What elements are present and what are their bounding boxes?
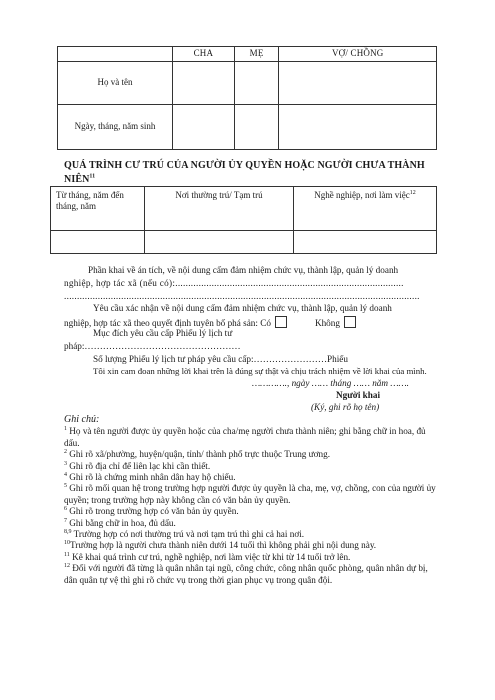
- note-item: $^4$ Ghi rõ là chứng minh nhân dân hay hộ chiếu.: [64, 471, 236, 483]
- no-checkbox[interactable]: [344, 316, 356, 328]
- table-row: [51, 231, 437, 254]
- count-line: Số lượng Phiếu lý lịch tư pháp yêu cầu cấp:……………………Phiếu: [93, 354, 348, 364]
- note-item: $^{8,9}$ Trường hợp có nơi thường trú và nơi tạm trú thì ghi cả hai nơi.: [64, 528, 305, 540]
- spouse-dob-cell[interactable]: [279, 105, 437, 150]
- residence-table-header-row: [51, 187, 437, 231]
- criminal-record-line-2: nghiệp, hợp tác xã (nếu có):........................................................................................: [64, 278, 404, 288]
- dotted-fill-line: .........................................................................................................................................: [64, 291, 420, 301]
- spouse-name-cell[interactable]: [279, 62, 437, 105]
- declarant-signature-note: (Ký, ghi rõ họ tên): [311, 402, 380, 412]
- col-period: Từ tháng, năm đến tháng, năm: [51, 187, 145, 231]
- col-occupation: Nghề nghiệp, nơi làm việc$^{12}$: [294, 187, 437, 231]
- confirm-line-2: nghiệp, hợp tác xã theo quyết định tuyên bố phá sản: Có Không: [64, 316, 356, 330]
- yes-checkbox[interactable]: [275, 316, 287, 328]
- confirm-line-1: Yêu cầu xác nhận về nội dung cấm đảm nhiệm chức vụ, thành lập, quản lý doanh: [93, 303, 392, 313]
- table-row: [58, 105, 437, 150]
- row-label-dob: Ngày, tháng, năm sinh: [58, 105, 173, 150]
- purpose-line-2: pháp:……………………………………………: [64, 341, 241, 351]
- note-item: $^3$ Ghi rõ địa chỉ để liên lạc khi cần thiết.: [64, 460, 211, 471]
- father-name-cell[interactable]: [173, 62, 235, 105]
- note-item: $^5$ Ghi rõ mối quan hệ trong trường hợp người được ủy quyền là cha, mẹ, vợ, chồng, con của người ủy quyền; trong trường hợp này không cần có văn bản ủy quyền.: [64, 483, 436, 505]
- note-item: $^1$ Họ và tên người được ủy quyền hoặc của cha/mẹ người chưa thành niên; ghi bằng chữ in hoa, đủ dấu.: [64, 426, 426, 448]
- header-spouse: VỢ/ CHỒNG: [279, 47, 437, 62]
- period-cell[interactable]: [51, 231, 145, 254]
- residence-table: [50, 186, 437, 254]
- criminal-record-line-1: Phần khai về án tích, về nội dung cấm đảm nhiệm chức vụ, thành lập, quản lý doanh: [88, 265, 399, 275]
- row-label-name: Họ và tên: [58, 62, 173, 105]
- mother-name-cell[interactable]: [234, 62, 279, 105]
- parents-table-header-row: [58, 47, 437, 62]
- header-mother: MẸ: [234, 47, 279, 62]
- notes-title: Ghi chú:: [64, 414, 100, 425]
- purpose-line: Mục đích yêu cầu cấp Phiếu lý lịch tư: [93, 328, 233, 338]
- residence-cell[interactable]: [145, 231, 294, 254]
- commit-line: Tôi xin cam đoan những lời khai trên là đúng sự thật và chịu trách nhiệm về lời khai của mình.: [93, 366, 427, 376]
- note-item: $^2$ Ghi rõ xã/phường, huyện/quận, tỉnh/ thành phố trực thuộc Trung ương.: [64, 449, 331, 460]
- notes-section: [64, 414, 436, 586]
- parents-table-corner-cell: [58, 47, 173, 62]
- note-item: $^7$ Ghi bằng chữ in hoa, đủ dấu.: [64, 517, 176, 528]
- mother-dob-cell[interactable]: [234, 105, 279, 150]
- note-item: $^{11}$ Kê khai quá trình cư trú, nghề nghiệp, nơi làm việc từ khi từ 14 tuổi trở lên.: [64, 551, 351, 562]
- residence-section-title: QUÁ TRÌNH CƯ TRÚ CỦA NGƯỜI ỦY QUYỀN HOẶC NGƯỜI CHƯA THÀNH NIÊN$^{11}$: [64, 160, 425, 185]
- declarant-label: Người khai: [336, 390, 381, 400]
- table-row: [58, 62, 437, 105]
- father-dob-cell[interactable]: [173, 105, 235, 150]
- col-residence: Nơi thường trú/ Tạm trú: [145, 187, 294, 231]
- occupation-cell[interactable]: [294, 231, 437, 254]
- note-item: $^6$ Ghi rõ trong trường hợp có văn bản ủy quyền.: [64, 506, 239, 517]
- date-line: …………., ngày …… tháng …… năm …….: [252, 378, 409, 388]
- note-item: $^{12}$ Đối với người đã từng là quân nhân tại ngũ, công chức, công nhân quốc phòng, quân nhân dự bị, dân quân tự vệ thì ghi rõ chức vụ trong thời gian phục vụ trong quân đội.: [64, 563, 428, 585]
- header-father: CHA: [173, 47, 235, 62]
- note-item: $^{10}$Trường hợp là người chưa thành niên dưới 14 tuổi thì không phải ghi nội dung này.: [64, 540, 377, 551]
- parents-table: [57, 46, 437, 150]
